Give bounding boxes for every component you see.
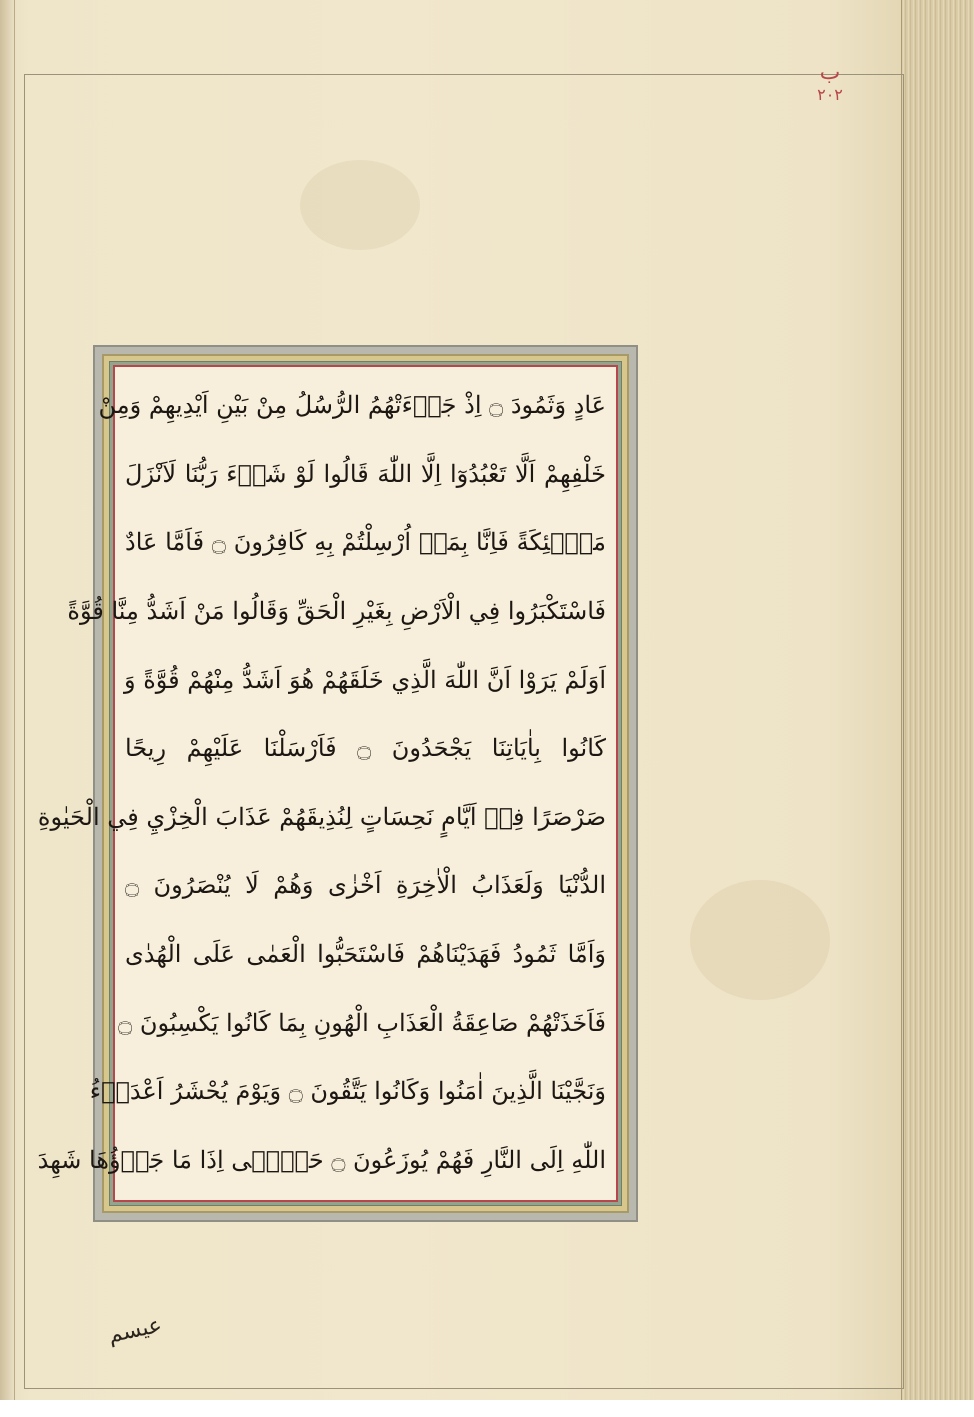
text-block <box>37 365 618 1202</box>
text-line-10: فَاَخَذَتْهُمْ صَاعِقَةُ الْعَذَابِ الْهُونِ بِمَا كَانُوا يَكْسِبُونَ ۝ <box>118 1008 606 1037</box>
text-line-5: اَوَلَمْ يَرَوْا اَنَّ اللّٰهَ الَّذِي خَلَقَهُمْ هُوَ اَشَدُّ مِنْهُمْ قُوَّةً وَ <box>123 665 606 694</box>
green-border <box>37 361 622 1206</box>
text-line-11: وَنَجَّيْنَا الَّذِينَ اٰمَنُوا وَكَانُوا يَتَّقُونَ ۝ وَيَوْمَ يُحْشَرُ اَعْدَاۤءُ <box>89 1077 606 1106</box>
gold-border <box>37 354 629 1213</box>
text-line-7: صَرْصَرًا فِيۤ اَيَّامٍ نَحِسَاتٍ لِنُذِيقَهُمْ عَذَابَ الْخِزْيِ فِي الْحَيٰوةِ <box>37 802 606 831</box>
text-line-3: مَلٰۤئِكَةً فَاِنَّا بِمَاۤ اُرْسِلْتُمْ بِهِ كَافِرُونَ ۝ فَاَمَّا عَادٌ <box>125 528 607 557</box>
scan-bottom-strip <box>0 1400 974 1417</box>
text-panel-frame <box>37 345 638 1222</box>
folio-number <box>800 62 860 106</box>
text-line-12: اللّٰهِ اِلَى النَّارِ فَهُمْ يُوزَعُونَ ۝ حَتّٰۤى اِذَا مَا جَاۤؤُهَا شَهِدَ <box>37 1145 606 1174</box>
page-stack-edge <box>901 0 974 1400</box>
folio-num: ٢٠٢ <box>817 85 843 104</box>
margin-note: عيسم <box>105 1312 165 1349</box>
folio-mark: ب <box>819 60 841 85</box>
text-line-9: وَاَمَّا ثَمُودُ فَهَدَيْنَاهُمْ فَاسْتَحَبُّوا الْعَمٰى عَلَى الْهُدٰى <box>125 940 606 968</box>
text-line-6: كَانُوا بِاٰيَاتِنَا يَجْحَدُونَ ۝ فَاَرْسَلْنَا عَلَيْهِمْ رِيحًا <box>125 734 606 763</box>
text-line-1: عَادٍ وَثَمُودَ ۝ اِذْ جَاۤءَتْهُمُ الرُّسُلُ مِنْ بَيْنِ اَيْدِيهِمْ وَمِنْ <box>98 391 606 419</box>
text-line-8: الدُّنْيَا وَلَعَذَابُ الْاٰخِرَةِ اَخْزٰى وَهُمْ لَا يُنْصَرُونَ ۝ <box>125 871 606 900</box>
text-line-4: فَاسْتَكْبَرُوا فِي الْاَرْضِ بِغَيْرِ الْحَقِّ وَقَالُوا مَنْ اَشَدُّ مِنَّا قُوَّةً <box>67 596 606 625</box>
text-line-2: خَلْفِهِمْ اَلَّا تَعْبُدُوٓا اِلَّا اللّٰهَ قَالُوا لَوْ شَاۤءَ رَبُّنَا لَاَنْزَلَ <box>125 459 606 488</box>
left-page-edge <box>0 0 15 1400</box>
